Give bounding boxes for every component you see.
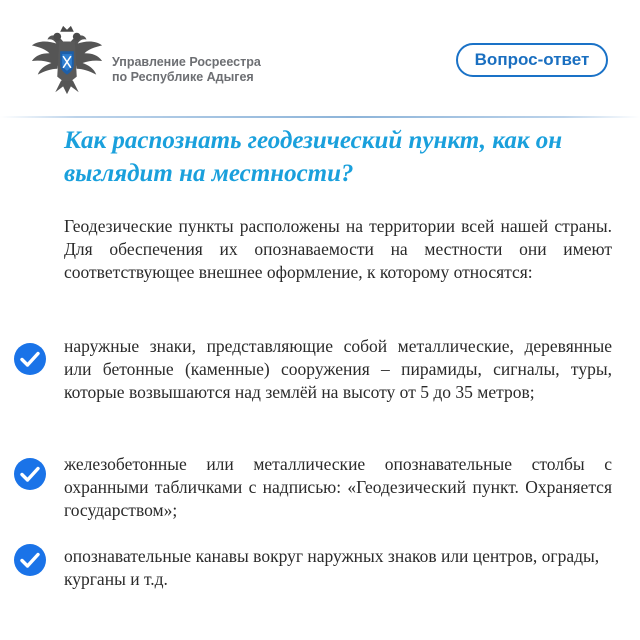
double-headed-eagle-icon [28,22,106,100]
intro-paragraph: Геодезические пункты расположены на территории всей нашей страны. Для обеспечения их опознаваемости на местности они имеют соответствующее внешнее оформление, к которому относятся: [64,216,612,282]
header-divider [0,116,640,118]
org-name-line2: по Республике Адыгея [112,70,254,84]
list-item: железобетонные или металлические опознавательные столбы с охранными табличками с надписью: «Геодезический пункт. Охраняется государством»; [64,454,612,520]
page-title: Как распознать геодезический пункт, как он выглядит на местности? [64,127,563,187]
header [0,0,640,118]
check-circle-icon [13,342,47,376]
list-item: опознавательные канавы вокруг наружных знаков или центров, ограды, курганы и т.д. [64,546,600,589]
list-item: наружные знаки, представляющие собой металлические, деревянные или бетонные (каменные) сооружения – пирамиды, сигналы, туры, которые возвышаются над землёй на высоту от 5 до 35 метров; [64,336,612,402]
org-name-line1: Управление Росреестра [112,55,261,69]
qa-badge: Вопрос-ответ [456,43,608,77]
org-name [112,55,261,85]
check-circle-icon [13,543,47,577]
check-circle-icon [13,457,47,491]
